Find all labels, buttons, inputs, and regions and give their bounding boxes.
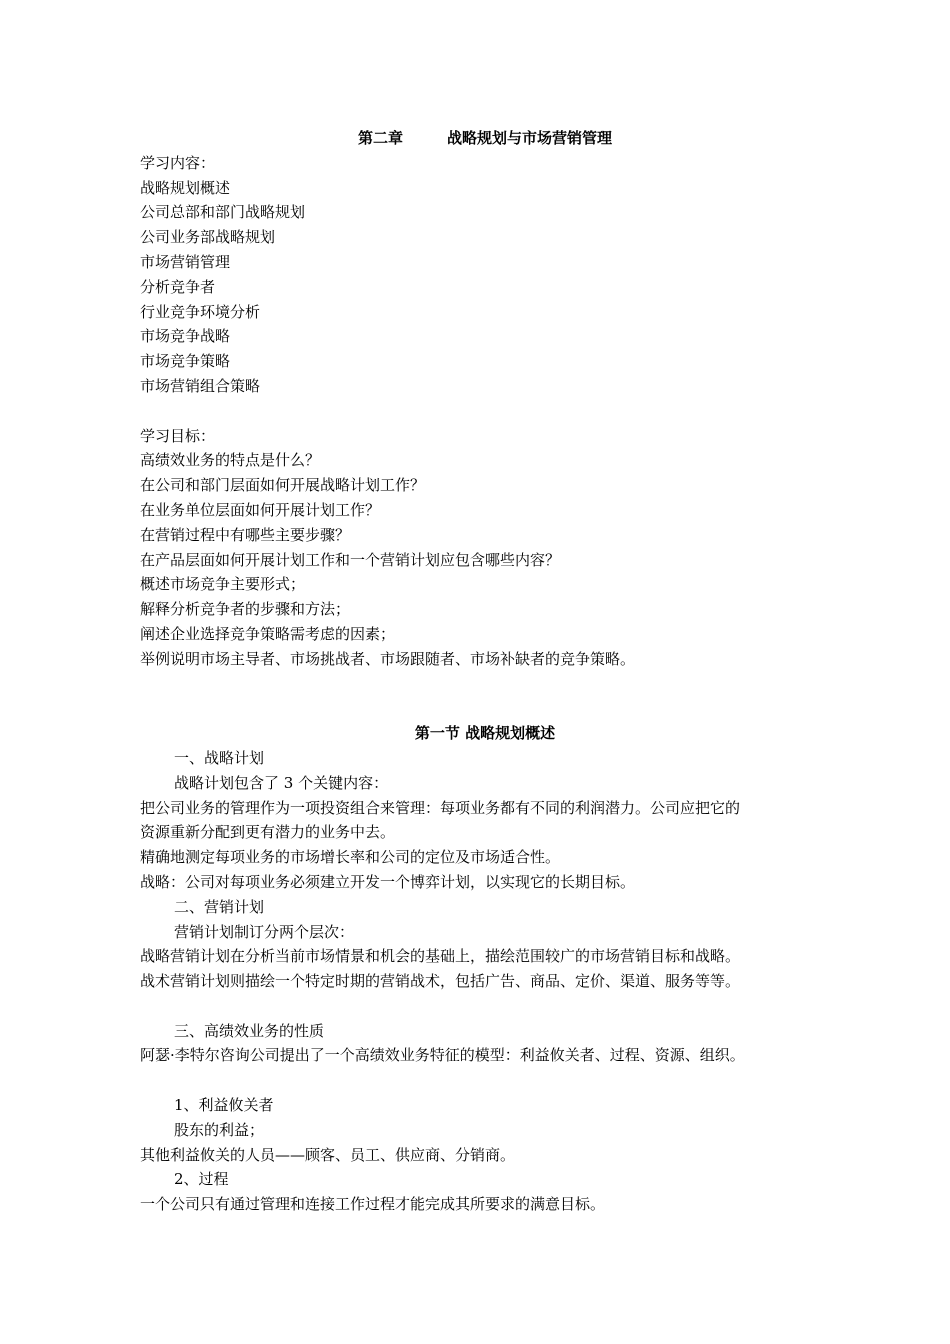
part-heading: 一、战略计划 [174,748,265,767]
study-goal-item: 在产品层面如何开展计划工作和一个营销计划应包含哪些内容？ [140,550,561,569]
part-heading: 二、营销计划 [174,897,265,916]
study-goal-item: 解释分析竞争者的步骤和方法； [140,600,351,619]
paragraph-line: 资源重新分配到更有潜力的业务中去。 [140,823,396,842]
study-content-heading: 学习内容： [140,153,216,172]
blank-line [140,696,830,721]
paragraph-line: 战略：公司对每项业务必须建立开发一个博弈计划，以实现它的长期目标。 [140,872,636,891]
paragraph-line: 精确地测定每项业务的市场增长率和公司的定位及市场适合性。 [140,848,561,867]
study-content-item: 市场营销组合策略 [140,376,261,395]
sub-heading: 2、过程 [174,1170,229,1189]
paragraph-line: 战略计划包含了 3 个关键内容： [174,773,389,792]
study-content-item: 行业竞争环境分析 [140,302,261,321]
sub-heading: 1、利益攸关者 [174,1096,274,1115]
paragraph-line: 其他利益攸关的人员——顾客、员工、供应商、分销商。 [140,1145,516,1164]
chapter-number: 第二章 [357,129,403,147]
blank-line [140,994,830,1019]
study-goal-item: 阐述企业选择竞争策略需考虑的因素； [140,624,396,643]
paragraph-line: 股东的利益； [174,1120,265,1139]
study-content-item: 公司业务部战略规划 [140,228,276,247]
blank-line [140,399,830,424]
study-goal-item: 概述市场竞争主要形式； [140,575,306,594]
paragraph-line: 战略营销计划在分析当前市场情景和机会的基础上，描绘范围较广的市场营销目标和战略。 [140,947,741,966]
study-content-item: 市场营销管理 [140,252,231,271]
study-goals-heading: 学习目标： [140,426,216,445]
paragraph-line: 一个公司只有通过管理和连接工作过程才能完成其所要求的满意目标。 [140,1195,606,1214]
paragraph-line: 阿瑟·李特尔咨询公司提出了一个高绩效业务特征的模型：利益攸关者、过程、资源、组织。 [140,1046,745,1065]
chapter-title [140,126,830,151]
paragraph-line: 营销计划制订分两个层次： [174,922,355,941]
paragraph-line: 把公司业务的管理作为一项投资组合来管理：每项业务都有不同的利润潜力。公司应把它的 [140,798,741,817]
document-page [140,126,830,1217]
study-goal-item: 举例说明市场主导者、市场挑战者、市场跟随者、市场补缺者的竞争策略。 [140,649,636,668]
blank-line [140,1068,830,1093]
section-title: 第一节 战略规划概述 [414,724,556,743]
study-content-item: 分析竞争者 [140,277,216,296]
study-goal-item: 在业务单位层面如何开展计划工作？ [140,500,381,519]
blank-line [140,672,830,697]
study-goal-item: 在公司和部门层面如何开展战略计划工作？ [140,476,426,495]
study-content-item: 市场竞争策略 [140,352,231,371]
study-goal-item: 在营销过程中有哪些主要步骤？ [140,525,351,544]
chapter-name: 战略规划与市场营销管理 [447,129,613,147]
part-heading: 三、高绩效业务的性质 [174,1021,325,1040]
study-content-item: 公司总部和部门战略规划 [140,203,306,222]
study-goal-item: 高绩效业务的特点是什么？ [140,451,321,470]
study-content-item: 战略规划概述 [140,178,231,197]
study-content-item: 市场竞争战略 [140,327,231,346]
paragraph-line: 战术营销计划则描绘一个特定时期的营销战术，包括广告、商品、定价、渠道、服务等等。 [140,972,741,991]
